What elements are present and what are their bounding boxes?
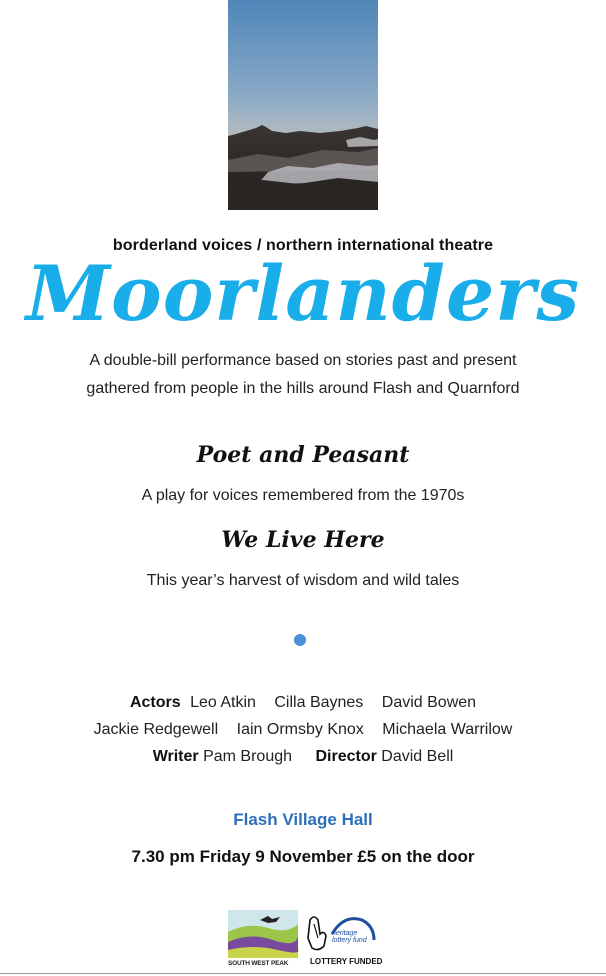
date-price: 7.30 pm Friday 9 November £5 on the door: [131, 847, 475, 866]
moorland-photo: [228, 0, 378, 210]
play-1-title: Poet and Peasant: [196, 442, 410, 468]
play-2-title: We Live Here: [221, 527, 385, 553]
actor-name: Leo Atkin: [190, 694, 256, 711]
south-west-peak-logo-text: SOUTH WEST PEAK: [228, 960, 289, 967]
credits-actors-line-2: [0, 721, 606, 739]
credits-actors-line: [0, 694, 606, 712]
lottery-funded-logo-text: LOTTERY FUNDED: [310, 957, 383, 966]
bottom-rule: [0, 973, 606, 974]
writer-name: Pam Brough: [203, 748, 293, 765]
heritage-lottery-fund-logo-text: heritage lottery fund: [332, 930, 367, 944]
actor-name: Iain Ormsby Knox: [236, 721, 364, 738]
description-line-1: A double-bill performance based on stories past and present: [89, 352, 517, 369]
poster-title: Moorlanders: [25, 249, 581, 338]
sponsor-logos: [228, 910, 383, 967]
play-2-description: This year’s harvest of wisdom and wild tales: [146, 572, 460, 589]
moorland-landscape-image: [228, 0, 378, 210]
separator-dot: [294, 634, 306, 646]
play-1-description: A play for voices remembered from the 1970s: [141, 487, 465, 504]
company-line: borderland voices / northern international theatre: [112, 237, 494, 254]
actor-name: David Bowen: [381, 694, 477, 711]
actor-name: Jackie Redgewell: [93, 721, 219, 738]
description-line-2: gathered from people in the hills around Flash and Quarnford: [86, 380, 520, 397]
director-name: David Bell: [381, 748, 454, 765]
writer-label: Writer: [152, 748, 199, 765]
credits-writer-director-line: [0, 748, 606, 766]
venue: Flash Village Hall: [233, 810, 373, 829]
actor-name: Cilla Baynes: [274, 694, 364, 711]
actors-label: Actors: [129, 694, 181, 711]
director-label: Director: [315, 748, 377, 765]
actor-name: Michaela Warrilow: [382, 721, 513, 738]
